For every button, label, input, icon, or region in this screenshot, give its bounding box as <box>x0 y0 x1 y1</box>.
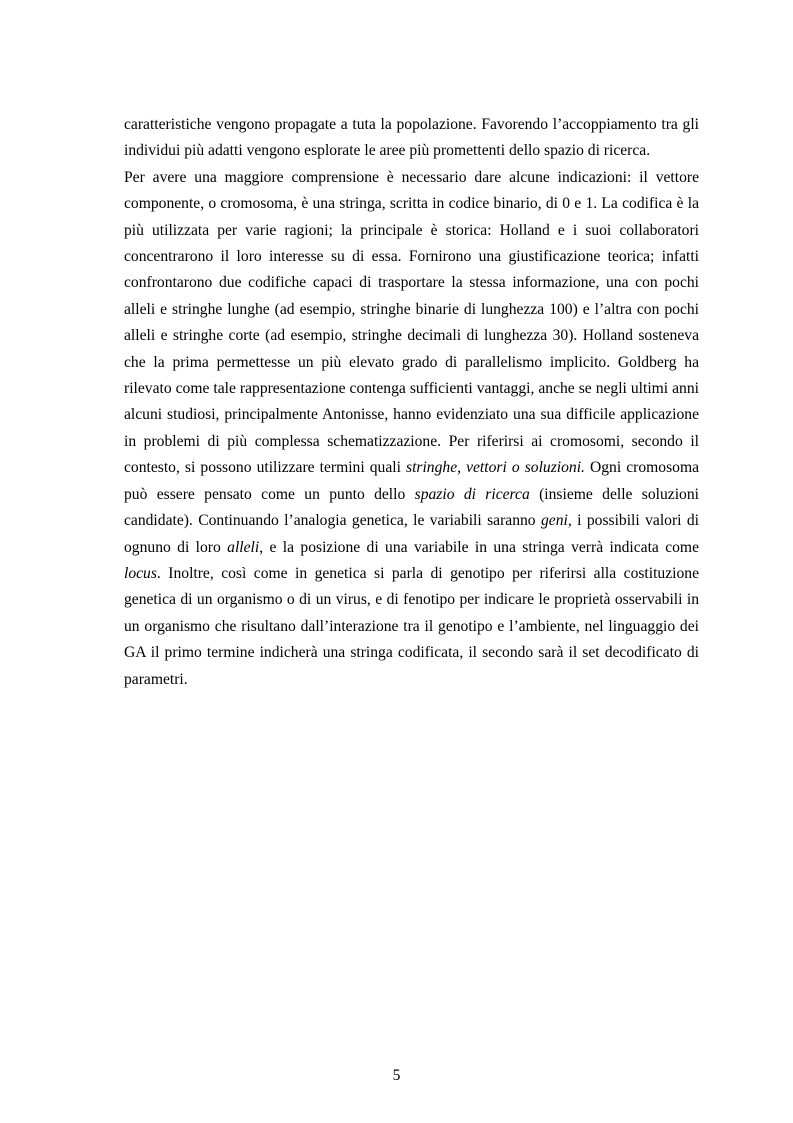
term-strings: stringhe, vettori o soluzioni. <box>406 459 585 477</box>
paragraph-2-text-4: , i possibili valori di ognuno di loro <box>124 512 699 556</box>
paragraph-2-text-1: Per avere una maggiore comprensione è necessario dare alcune indicazioni: il vettore componente, o cromosoma, è una stringa, scritta in codice binario, di 0 e 1. La codifica è la più utilizzata per varie ragioni; la principale è storica: Holland e i suoi collaboratori concentrarono il loro interesse su di essa. Fornirono una giustificazione teorica; infatti confrontarono due codifiche capaci di trasportare la stessa informazione, una con pochi alleli e stringhe lunghe (ad esempio, stringhe binarie di lunghezza 100) e l’altra con pochi alleli e stringhe corte (ad esempio, stringhe decimali di lunghezza 30). Holland sosteneva che la prima permettesse un più elevato grado di parallelismo implicito. Goldberg ha rilevato come tale rappresentazione contenga sufficienti vantaggi, anche se negli ultimi anni alcuni studiosi, principalmente Antonisse, hanno evidenziato una sua difficile applicazione in problemi di più complessa schematizzazione. Per riferirsi ai cromosomi, secondo il contesto, si possono utilizzare termini quali <box>124 168 699 477</box>
term-locus: locus <box>124 564 157 582</box>
term-genes: geni <box>541 512 568 530</box>
page-number: 5 <box>392 1067 401 1084</box>
paragraph-2 <box>124 165 699 693</box>
paragraph-1: caratteristiche vengono propagate a tuta la popolazione. Favorendo l’accoppiamento tra gli individui più adatti vengono esplorate le aree più promettenti dello spazio di ricerca. <box>124 116 699 160</box>
paragraph-2-text-2: Ogni cromosoma può essere pensato come un punto dello <box>124 459 700 503</box>
paragraph-2-text-5: , e la posizione di una variabile in una stringa verrà indicata come <box>259 538 699 556</box>
paragraph-2-text-6: . Inoltre, così come in genetica si parla di genotipo per riferirsi alla costituzione genetica di un organismo o di un virus, e di fenotipo per indicare le proprietà osservabili in un organismo che risultano dall’interazione tra il genotipo e l’ambiente, nel linguaggio dei GA il primo termine indicherà una stringa codificata, il secondo sarà il set decodificato di parametri. <box>124 564 699 688</box>
paragraph-2-text-3: (insieme delle soluzioni candidate). Continuando l’analogia genetica, le variabili saranno <box>124 485 699 530</box>
term-search-space: spazio di ricerca <box>414 485 530 503</box>
page-body <box>124 112 699 693</box>
term-alleles: alleli <box>227 538 260 556</box>
